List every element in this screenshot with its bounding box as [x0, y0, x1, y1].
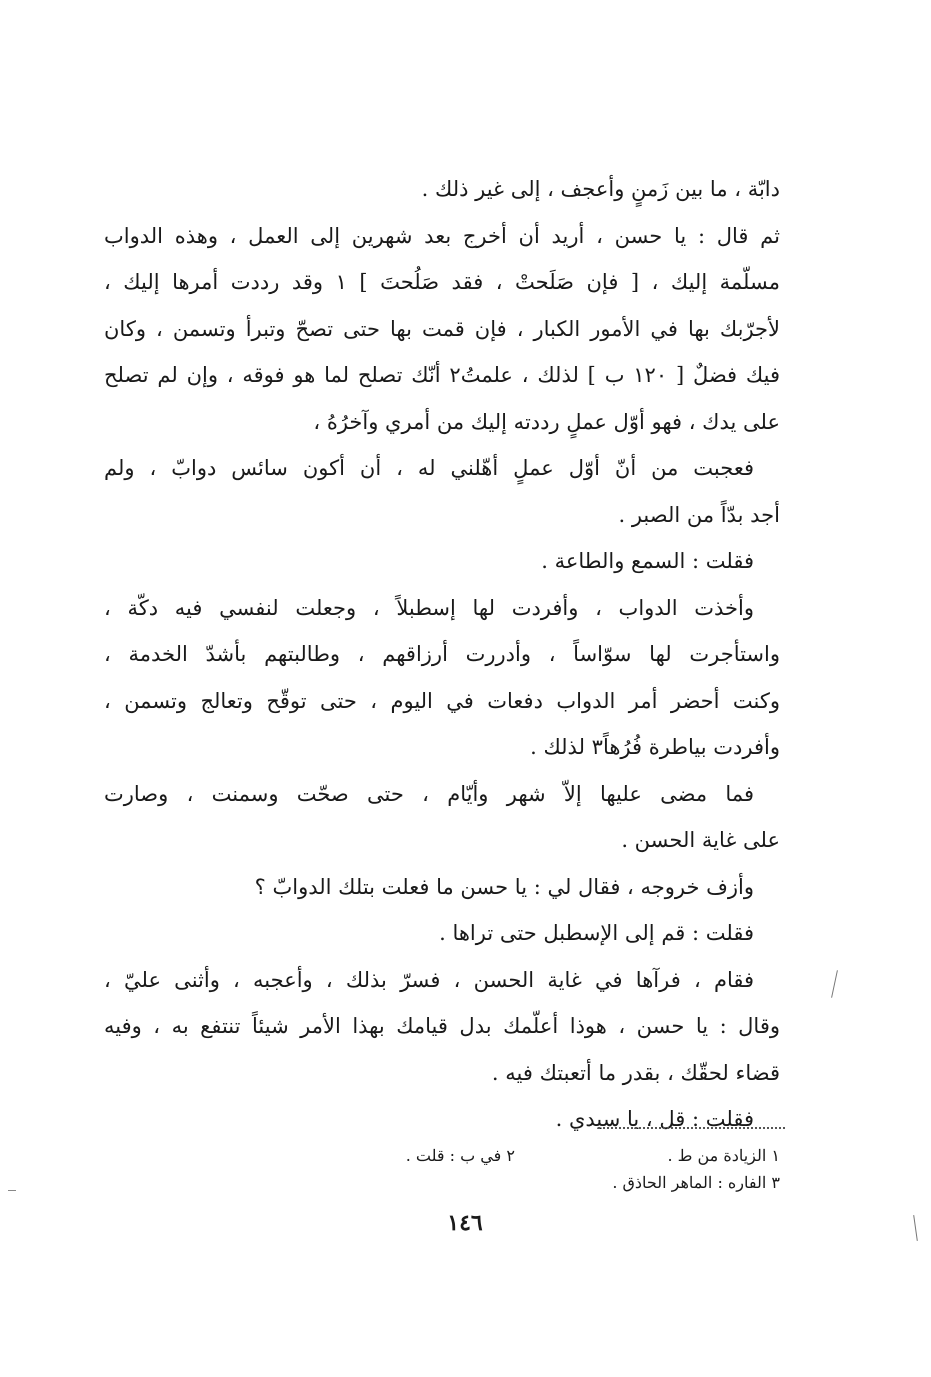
margin-pen-mark [913, 1215, 918, 1241]
text-line: واستأجرت لها سوّاساً ، وأدررت أرزاقهم ، وطالبتهم بأشدّ الخدمة ، [104, 642, 780, 666]
text-line: وأخذت الدواب ، وأفردت لها إسطبلاً ، وجعلت لنفسي فيه دكّة ، [104, 595, 754, 620]
footnote-1: ١ الزيادة من ط . [667, 1146, 780, 1165]
footnote-separator [598, 1127, 785, 1129]
text-line: على يدك ، فهو أوّل عملٍ رددته إليك من أمري وآخرُهُ ، [313, 409, 780, 434]
page-number: ١٤٦ [447, 1210, 483, 1236]
text-line: فعجبت من أنّ أوّل عملٍ أهّلني له ، أن أكون سائس دوابّ ، ولم [104, 456, 754, 480]
text-line: مسلّمة إليك ، [ فإن صَلَحتْ ، فقد صَلُحتَ ] ١ وقد رددت أمرها إليك ، [104, 270, 780, 294]
margin-pen-mark [831, 970, 838, 998]
text-line: فما مضى عليها إلاّ شهر وأيّام ، حتى صحّت وسمنت ، وصارت [104, 781, 754, 806]
text-line: دابّة ، ما بين زَمنٍ وأعجف ، إلى غير ذلك . [421, 177, 780, 201]
text-line: وقال : يا حسن ، هوذا أعلّمك بدل قيامك بهذا الأمر شيئاً تنتفع به ، وفيه [104, 1014, 780, 1038]
text-line: فيك فضلٌ [ ١٢٠ ب ] لذلك ، علمتُ٢ أنّك تصلح لما هو فوقه ، وإن لم تصلح [104, 363, 780, 387]
text-line: فقلت : قم إلى الإسطبل حتى تراها . [439, 921, 754, 945]
margin-pen-mark [8, 1190, 16, 1205]
footnote-2: ٢ في ب : قلت . [405, 1146, 515, 1165]
footnote-row [300, 1142, 780, 1169]
text-line: وأزف خروجه ، فقال لي : يا حسن ما فعلت بتلك الدوابّ ؟ [254, 874, 754, 899]
main-text-block [104, 166, 780, 1143]
text-line: فقلت : قل ، يا سيدي . [555, 1107, 754, 1131]
text-line: وكنت أحضر أمر الدواب دفعات في اليوم ، حتى توقّح وتعالج وتسمن ، [104, 688, 780, 713]
text-line: ثم قال : يا حسن ، أريد أن أخرج بعد شهرين إلى العمل ، وهذه الدواب [104, 223, 780, 248]
text-line: قضاء لحقّك ، بقدر ما أتعبتك فيه . [491, 1060, 780, 1085]
text-line: لأجرّبك بها في الأمور الكبار ، فإن قمت بها حتى تصحّ وتبرأ وتسمن ، وكان [104, 316, 780, 341]
text-line: فقلت : السمع والطاعة . [541, 549, 754, 573]
text-line: فقام ، فرآها في غاية الحسن ، فسرّ بذلك ، وأعجبه ، وأثنى عليّ ، [104, 967, 754, 992]
footnote-3: ٣ الفاره : الماهر الحاذق . [612, 1173, 780, 1192]
footnote-row [300, 1169, 780, 1196]
footnotes [300, 1142, 780, 1196]
text-line: على غاية الحسن . [621, 828, 780, 852]
text-line: أجد بدّاً من الصبر . [618, 502, 780, 527]
text-line: وأفردت بياطرة فُرُهاً٣ لذلك . [530, 735, 780, 759]
